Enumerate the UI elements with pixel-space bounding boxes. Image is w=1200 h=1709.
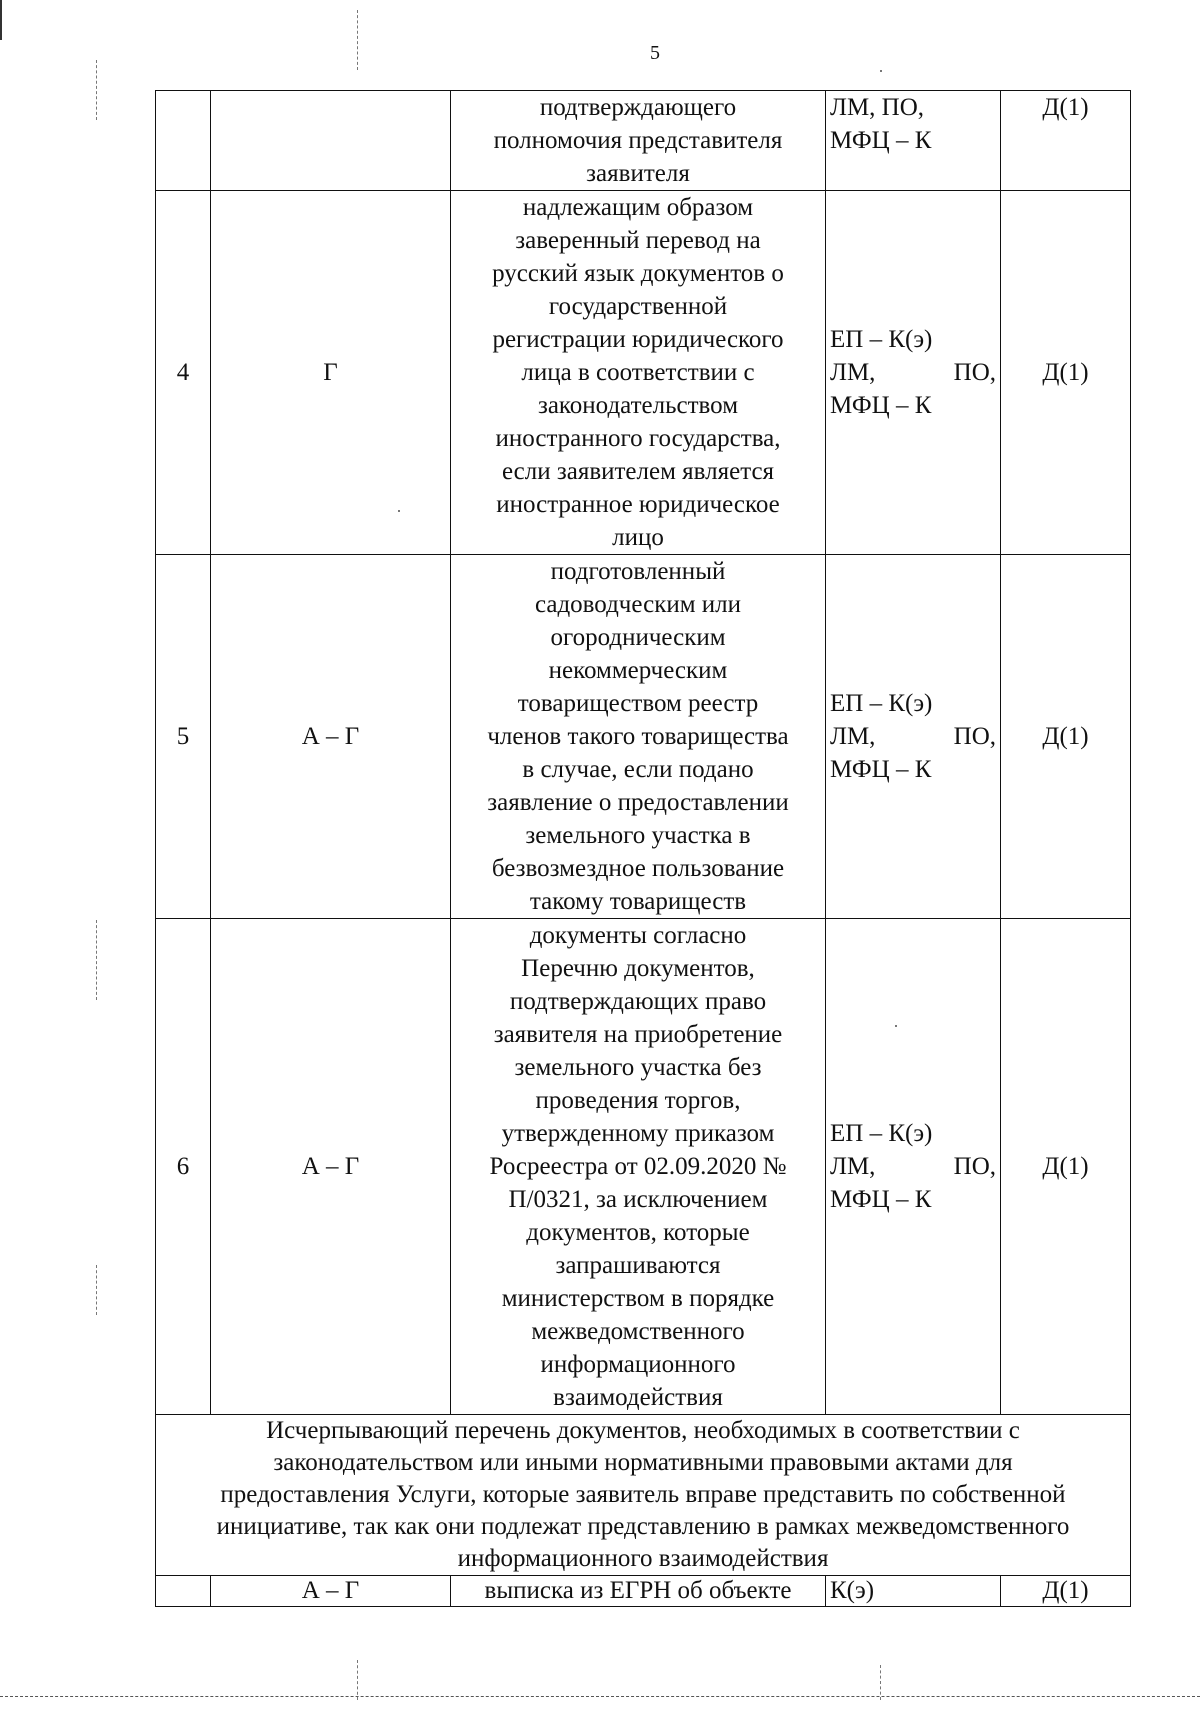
requirement-code: Д(1) bbox=[1001, 91, 1131, 191]
applicant-category bbox=[211, 91, 451, 191]
table-row bbox=[156, 91, 1131, 191]
submission-channels: ЕП – К(э) ЛМ, ПО, МФЦ – К bbox=[826, 555, 1001, 919]
requirement-code: Д(1) bbox=[1001, 1576, 1131, 1607]
submission-channels: К(э) bbox=[826, 1576, 1001, 1607]
applicant-category: А – Г bbox=[211, 919, 451, 1415]
requirement-code: Д(1) bbox=[1001, 555, 1131, 919]
scan-artifact bbox=[357, 1660, 359, 1700]
document-description: документы согласно Перечню документов, подтверждающих право заявителя на приобретение земельного участка без проведения торгов, утвержденному приказом Росреестра от 02.09.2020 № П/0321, за исключением документов, которые запрашиваются министерством в порядке межведомственного информационного взаимодействия bbox=[451, 919, 826, 1415]
scan-artifact bbox=[96, 1265, 98, 1315]
applicant-category: А – Г bbox=[211, 555, 451, 919]
applicant-category: А – Г bbox=[211, 1576, 451, 1607]
row-number: 5 bbox=[156, 555, 211, 919]
table-row bbox=[156, 555, 1131, 919]
scan-artifact bbox=[96, 920, 98, 1000]
row-number bbox=[156, 91, 211, 191]
table-row bbox=[156, 1576, 1131, 1607]
row-number: 4 bbox=[156, 191, 211, 555]
submission-channels: ЛМ, ПО, МФЦ – К bbox=[826, 91, 1001, 191]
requirement-code: Д(1) bbox=[1001, 191, 1131, 555]
table-row bbox=[156, 191, 1131, 555]
scan-artifact bbox=[880, 70, 882, 72]
requirement-code: Д(1) bbox=[1001, 919, 1131, 1415]
section-header-row bbox=[156, 1415, 1131, 1576]
scan-artifact bbox=[880, 1665, 882, 1700]
document-description: надлежащим образом заверенный перевод на русский язык документов о государственной регистрации юридического лица в соответствии с законодательством иностранного государства, если заявителем является иностранное юридическое лицо bbox=[451, 191, 826, 555]
scan-edge-bottom bbox=[0, 1696, 1200, 1697]
document-description: подготовленный садоводческим или огородническим некоммерческим товариществом реестр членов такого товарищества в случае, если подано заявление о предоставлении земельного участка в безвозмездное пользование такому товариществ bbox=[451, 555, 826, 919]
scan-artifact bbox=[96, 60, 98, 120]
page-number: 5 bbox=[650, 42, 660, 64]
table-row bbox=[156, 919, 1131, 1415]
submission-channels: ЕП – К(э) ЛМ, ПО, МФЦ – К bbox=[826, 919, 1001, 1415]
documents-table bbox=[155, 90, 1131, 1607]
document-description: подтверждающего полномочия представителя заявителя bbox=[451, 91, 826, 191]
section-heading: Исчерпывающий перечень документов, необходимых в соответствии с законодательством или иными нормативными правовыми актами для предоставления Услуги, которые заявитель вправе представить по собственной инициативе, так как они подлежат представлению в рамках межведомственного информационного взаимодействия bbox=[156, 1415, 1131, 1576]
document-description: выписка из ЕГРН об объекте bbox=[451, 1576, 826, 1607]
row-number bbox=[156, 1576, 211, 1607]
submission-channels: ЕП – К(э) ЛМ, ПО, МФЦ – К bbox=[826, 191, 1001, 555]
scan-edge-left bbox=[0, 0, 2, 40]
row-number: 6 bbox=[156, 919, 211, 1415]
applicant-category: Г bbox=[211, 191, 451, 555]
